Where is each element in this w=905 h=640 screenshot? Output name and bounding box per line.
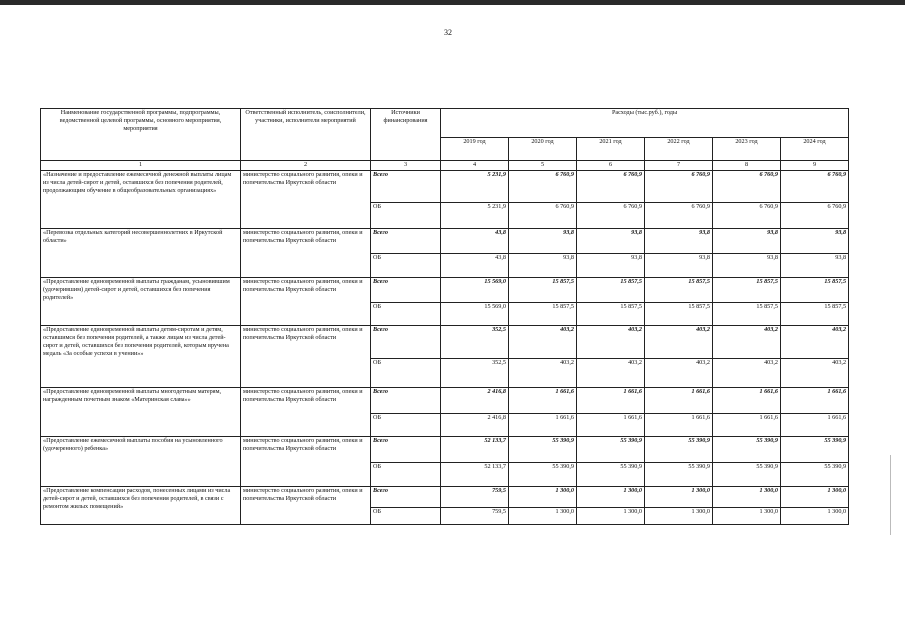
total-amount: 55 390,9 (713, 437, 781, 463)
program-executor: министерство социального развития, опеки и попечительства Иркутской области (241, 278, 371, 326)
ob-amount: 93,8 (781, 254, 849, 278)
ob-amount: 352,5 (441, 359, 509, 388)
total-amount: 93,8 (713, 229, 781, 254)
total-amount: 6 760,9 (645, 171, 713, 203)
ob-amount: 15 857,5 (781, 303, 849, 326)
program-name: «Предоставление ежемесячной выплаты пособия на усыновленного (удочеренного) ребенка» (41, 437, 241, 487)
total-amount: 6 760,9 (509, 171, 577, 203)
budget-table (40, 108, 849, 525)
source-ob-label: ОБ (371, 463, 441, 487)
ob-amount: 2 416,8 (441, 414, 509, 437)
source-total-label: Всего (371, 171, 441, 203)
program-executor: министерство социального развития, опеки и попечительства Иркутской области (241, 487, 371, 525)
total-amount: 1 661,6 (645, 388, 713, 414)
total-amount: 52 133,7 (441, 437, 509, 463)
program-executor: министерство социального развития, опеки и попечительства Иркутской области (241, 326, 371, 388)
ob-amount: 1 300,0 (713, 508, 781, 525)
ob-amount: 93,8 (577, 254, 645, 278)
ob-amount: 55 390,9 (781, 463, 849, 487)
ob-amount: 1 661,6 (781, 414, 849, 437)
column-index: 3 (371, 161, 441, 171)
program-row (41, 437, 849, 463)
ob-amount: 1 300,0 (509, 508, 577, 525)
ob-amount: 1 661,6 (509, 414, 577, 437)
total-amount: 93,8 (577, 229, 645, 254)
source-total-label: Всего (371, 388, 441, 414)
header-year: 2023 год (713, 138, 781, 161)
column-index: 7 (645, 161, 713, 171)
ob-amount: 403,2 (713, 359, 781, 388)
source-ob-label: ОБ (371, 414, 441, 437)
column-index: 4 (441, 161, 509, 171)
total-amount: 93,8 (781, 229, 849, 254)
total-amount: 759,5 (441, 487, 509, 508)
total-amount: 55 390,9 (509, 437, 577, 463)
column-index: 9 (781, 161, 849, 171)
header-expenses: Расходы (тыс.руб.), годы (441, 109, 849, 138)
ob-amount: 6 760,9 (509, 203, 577, 229)
total-amount: 403,2 (645, 326, 713, 359)
program-name: «Предоставление единовременной выплаты детям-сиротам и детям, оставшимся без попечения родителей, а также лицам из числа детей-сирот и детей, оставшихся без попечения родителей, которым вручена медаль «За особые успехи в учении»» (41, 326, 241, 388)
scan-top-border (0, 0, 905, 5)
program-name: «Предоставление единовременной выплаты многодетным матерям, награжденным почетным знаком «Материнская слава»» (41, 388, 241, 437)
source-ob-label: ОБ (371, 359, 441, 388)
total-amount: 15 857,5 (577, 278, 645, 303)
total-amount: 55 390,9 (645, 437, 713, 463)
ob-amount: 403,2 (781, 359, 849, 388)
column-index: 2 (241, 161, 371, 171)
ob-amount: 6 760,9 (713, 203, 781, 229)
source-ob-label: ОБ (371, 303, 441, 326)
total-amount: 15 857,5 (781, 278, 849, 303)
ob-amount: 5 231,9 (441, 203, 509, 229)
column-index: 8 (713, 161, 781, 171)
ob-amount: 759,5 (441, 508, 509, 525)
total-amount: 55 390,9 (781, 437, 849, 463)
header-name: Наименование государственной программы, подпрограммы, ведомственной целевой программы, основного мероприятия, мероприятия (41, 109, 241, 161)
total-amount: 93,8 (509, 229, 577, 254)
ob-amount: 403,2 (645, 359, 713, 388)
source-total-label: Всего (371, 278, 441, 303)
ob-amount: 403,2 (509, 359, 577, 388)
program-row (41, 487, 849, 508)
total-amount: 15 857,5 (645, 278, 713, 303)
header-year: 2020 год (509, 138, 577, 161)
ob-amount: 55 390,9 (577, 463, 645, 487)
program-name: «Перевозка отдельных категорий несовершеннолетних в Иркутской области» (41, 229, 241, 278)
source-total-label: Всего (371, 437, 441, 463)
source-ob-label: ОБ (371, 508, 441, 525)
total-amount: 15 569,0 (441, 278, 509, 303)
total-amount: 352,5 (441, 326, 509, 359)
ob-amount: 93,8 (645, 254, 713, 278)
total-amount: 93,8 (645, 229, 713, 254)
total-amount: 403,2 (781, 326, 849, 359)
ob-amount: 15 857,5 (713, 303, 781, 326)
ob-amount: 1 661,6 (645, 414, 713, 437)
source-ob-label: ОБ (371, 203, 441, 229)
ob-amount: 15 857,5 (577, 303, 645, 326)
total-amount: 15 857,5 (713, 278, 781, 303)
ob-amount: 15 857,5 (645, 303, 713, 326)
ob-amount: 1 300,0 (645, 508, 713, 525)
header-year: 2019 год (441, 138, 509, 161)
program-name: «Назначение и предоставление ежемесячной денежной выплаты лицам из числа детей-сирот и детей, оставшихся без попечения родителей, продолжающим обучение в общеобразовательных организациях» (41, 171, 241, 229)
ob-amount: 93,8 (509, 254, 577, 278)
header-year: 2022 год (645, 138, 713, 161)
total-amount: 1 300,0 (577, 487, 645, 508)
program-executor: министерство социального развития, опеки и попечительства Иркутской области (241, 171, 371, 229)
source-ob-label: ОБ (371, 254, 441, 278)
total-amount: 1 300,0 (781, 487, 849, 508)
program-name: «Предоставление единовременной выплаты гражданам, усыновившим (удочерившим) детей-сирот и детей, оставшихся без попечения родителей» (41, 278, 241, 326)
ob-amount: 55 390,9 (509, 463, 577, 487)
program-row (41, 326, 849, 359)
total-amount: 2 416,8 (441, 388, 509, 414)
ob-amount: 1 300,0 (577, 508, 645, 525)
program-row (41, 229, 849, 254)
ob-amount: 6 760,9 (781, 203, 849, 229)
ob-amount: 52 133,7 (441, 463, 509, 487)
total-amount: 403,2 (577, 326, 645, 359)
total-amount: 55 390,9 (577, 437, 645, 463)
total-amount: 6 760,9 (713, 171, 781, 203)
program-executor: министерство социального развития, опеки и попечительства Иркутской области (241, 388, 371, 437)
program-executor: министерство социального развития, опеки и попечительства Иркутской области (241, 229, 371, 278)
total-amount: 1 300,0 (645, 487, 713, 508)
column-index: 5 (509, 161, 577, 171)
total-amount: 403,2 (509, 326, 577, 359)
ob-amount: 1 661,6 (577, 414, 645, 437)
ob-amount: 93,8 (713, 254, 781, 278)
program-name: «Предоставление компенсации расходов, понесенных лицами из числа детей-сирот и детей, оставшихся без попечения родителей, в связи с ремонтом жилых помещений» (41, 487, 241, 525)
column-index: 1 (41, 161, 241, 171)
total-amount: 6 760,9 (781, 171, 849, 203)
header-source: Источники финансирования (371, 109, 441, 161)
ob-amount: 1 661,6 (713, 414, 781, 437)
ob-amount: 15 569,0 (441, 303, 509, 326)
ob-amount: 1 300,0 (781, 508, 849, 525)
ob-amount: 15 857,5 (509, 303, 577, 326)
total-amount: 43,8 (441, 229, 509, 254)
source-total-label: Всего (371, 229, 441, 254)
ob-amount: 55 390,9 (713, 463, 781, 487)
total-amount: 403,2 (713, 326, 781, 359)
program-row (41, 278, 849, 303)
total-amount: 1 661,6 (509, 388, 577, 414)
header-executor: Ответственный исполнитель, соисполнители, участники, исполнители мероприятий (241, 109, 371, 161)
source-total-label: Всего (371, 487, 441, 508)
ob-amount: 6 760,9 (645, 203, 713, 229)
total-amount: 1 661,6 (781, 388, 849, 414)
scan-edge-mark (890, 455, 891, 535)
total-amount: 15 857,5 (509, 278, 577, 303)
header-year: 2021 год (577, 138, 645, 161)
source-total-label: Всего (371, 326, 441, 359)
header-year: 2024 год (781, 138, 849, 161)
total-amount: 1 661,6 (713, 388, 781, 414)
page-number: 32 (444, 28, 452, 37)
total-amount: 1 661,6 (577, 388, 645, 414)
ob-amount: 6 760,9 (577, 203, 645, 229)
program-row (41, 171, 849, 203)
total-amount: 6 760,9 (577, 171, 645, 203)
ob-amount: 43,8 (441, 254, 509, 278)
column-index: 6 (577, 161, 645, 171)
total-amount: 1 300,0 (509, 487, 577, 508)
total-amount: 1 300,0 (713, 487, 781, 508)
program-row (41, 388, 849, 414)
ob-amount: 55 390,9 (645, 463, 713, 487)
total-amount: 5 231,9 (441, 171, 509, 203)
program-executor: министерство социального развития, опеки и попечительства Иркутской области (241, 437, 371, 487)
ob-amount: 403,2 (577, 359, 645, 388)
